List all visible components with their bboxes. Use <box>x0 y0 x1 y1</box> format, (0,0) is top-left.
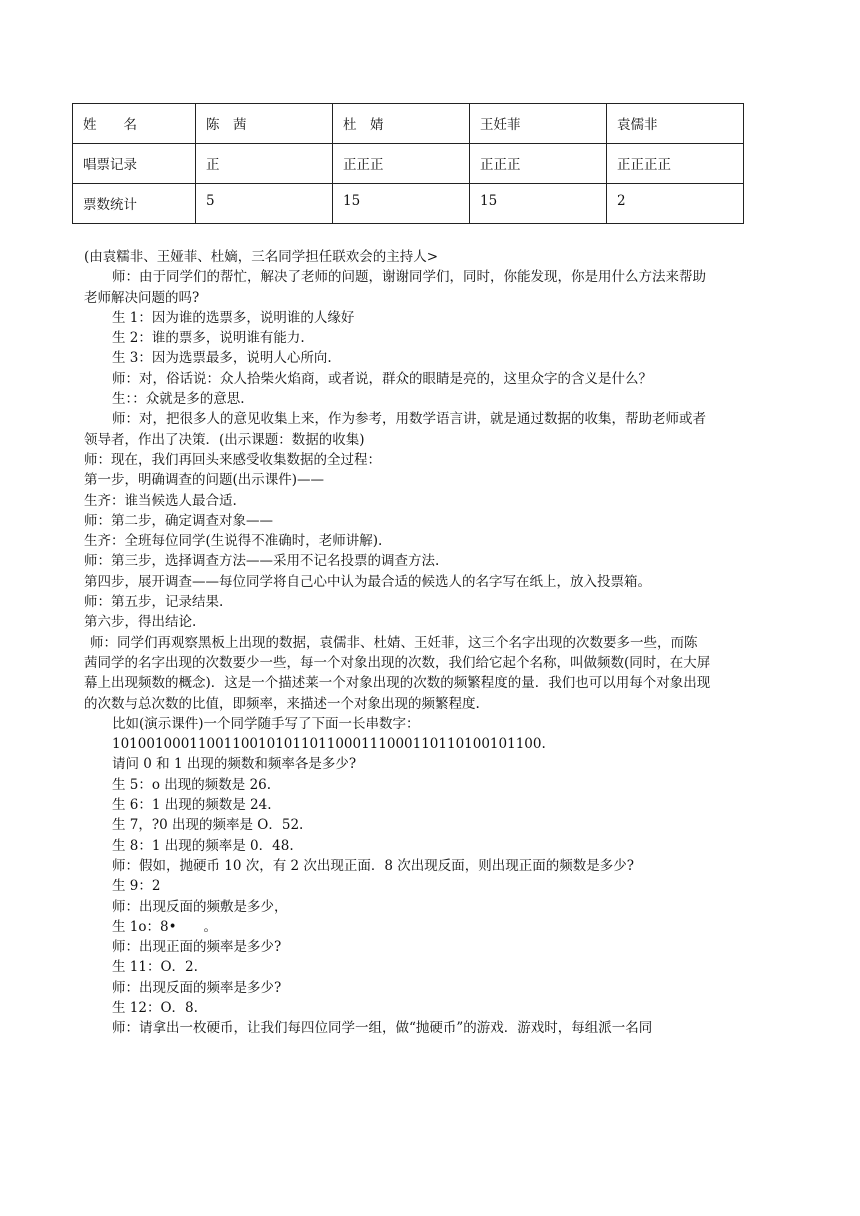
row-header-cell: 唱票记录 <box>73 144 196 184</box>
text-line: 老师解决问题的吗? <box>84 289 200 306</box>
table-cell: 5 <box>196 184 333 224</box>
lesson-text <box>84 247 784 1039</box>
text-line: 师：对，把很多人的意见收集上来，作为参考，用数学语言讲，就是通过数据的收集，帮助老师或者 <box>112 411 706 428</box>
text-line: 生 9：2 <box>112 878 161 895</box>
text-line: 生 6：1 出现的频数是 24. <box>112 797 272 814</box>
text-line: 师：由于同学们的帮忙，解决了老师的问题，谢谢同学们，同时，你能发现，你是用什么方法来帮助 <box>112 269 706 286</box>
text-line: 师：第二步，确定调查对象—— <box>84 512 273 529</box>
text-line: 生 2：谁的票多，说明谁有能力. <box>112 330 305 347</box>
text-line: 第四步，展开调查——每位同学将自己心中认为最合适的候选人的名字写在纸上，放入投票箱。 <box>84 573 651 590</box>
table-cell: 陈 茜 <box>196 104 333 144</box>
text-line: 师：假如，抛硬币 10 次，有 2 次出现正面．8 次出现反面，则出现正面的频数是多少? <box>112 857 635 874</box>
text-line: 师：现在，我们再回头来感受收集数据的全过程： <box>84 451 381 468</box>
text-line: 生 12：O．8. <box>112 999 198 1016</box>
text-line: 师：同学们再观察黑板上出现的数据，袁儒非、杜婧、王妊菲，这三个名字出现的次数要多一些，而陈 <box>90 634 698 651</box>
text-line: (由袁糯非、王娅菲、杜嫡，三名同学担任联欢会的主持人> <box>84 249 439 265</box>
text-line: 师：出现正面的频率是多少? <box>112 939 282 956</box>
table-cell: 15 <box>470 184 607 224</box>
table-cell: 杜 婧 <box>333 104 470 144</box>
text-line: 生 5：o 出现的频数是 26. <box>112 776 272 793</box>
text-line: 生齐：谁当候选人最合适. <box>84 492 237 509</box>
text-line: 生 8：1 出现的频率是 0．48. <box>112 837 294 854</box>
text-line: 生 3：因为选票最多，说明人心所向. <box>112 350 332 367</box>
text-line: 师：出现反面的频敷是多少， <box>112 898 288 915</box>
text-line: 的次数与总次数的比值，即频率，来描述一个对象出现的频繁程度. <box>84 695 480 712</box>
text-line: 茜同学的名字出现的次数要少一些，每一个对象出现的次数，我们给它起个名称，叫做频数(同时，在大屏 <box>84 654 711 671</box>
text-line: 生 1：因为谁的选票多，说明谁的人缘好 <box>112 309 355 326</box>
table-cell: 15 <box>333 184 470 224</box>
text-line: 师：请拿出一枚硬币，让我们每四位同学一组，做“抛硬币”的游戏．游戏时，每组派一名同 <box>112 1020 653 1037</box>
table-row <box>73 184 744 224</box>
text-line: 生：：众就是多的意思. <box>112 391 245 408</box>
text-line: 领导者，作出了决策．(出示课题：数据的收集) <box>84 431 365 448</box>
table-row <box>73 144 744 184</box>
text-line: 师：对，俗话说：众人拾柴火焰商，或者说，群众的眼睛是亮的，这里众字的含义是什么？ <box>112 370 652 387</box>
text-line: 生 7，?0 出现的频率是 O．52. <box>112 817 304 834</box>
table-cell: 2 <box>607 184 744 224</box>
text-line: 第六步，得出结论. <box>84 614 197 631</box>
text-line: 请问 0 和 1 出现的频数和频率各是多少? <box>112 756 357 773</box>
text-line: 幕上出现频数的概念)．这是一个描述莱一个对象出现的次数的频繁程度的量．我们也可以用每个对象出现 <box>84 675 711 692</box>
table-cell: 正 <box>196 144 333 184</box>
table-cell: 正正正 <box>470 144 607 184</box>
table-cell: 正正正 <box>333 144 470 184</box>
text-line: 师：第五步，记录结果. <box>84 594 224 611</box>
text-line: 第一步，明确调查的问题(出示课件)—— <box>84 472 325 489</box>
table-cell: 正正正正 <box>607 144 744 184</box>
table-cell: 袁儒非 <box>607 104 744 144</box>
row-header-cell: 姓 名 <box>73 104 196 144</box>
text-line: 师：出现反面的频率是多少? <box>112 979 282 996</box>
text-line: 师：第三步，选择调查方法——采用不记名投票的调查方法. <box>84 553 440 570</box>
text-line: 生 1o：8• 。 <box>112 918 218 935</box>
text-line: 比如(演示课件)一个同学随手写了下面一长串数字： <box>112 715 420 732</box>
table-row <box>73 104 744 144</box>
row-header-cell: 票数统计 <box>73 184 196 224</box>
text-line: 生齐：全班每位同学(生说得不准确时，老师讲解). <box>84 533 383 550</box>
text-line: 生 11：O．2. <box>112 959 198 976</box>
text-line: 10100100011001100101011011000111000110110100101100. <box>112 736 546 753</box>
vote-table <box>72 103 744 224</box>
table-cell: 王妊菲 <box>470 104 607 144</box>
